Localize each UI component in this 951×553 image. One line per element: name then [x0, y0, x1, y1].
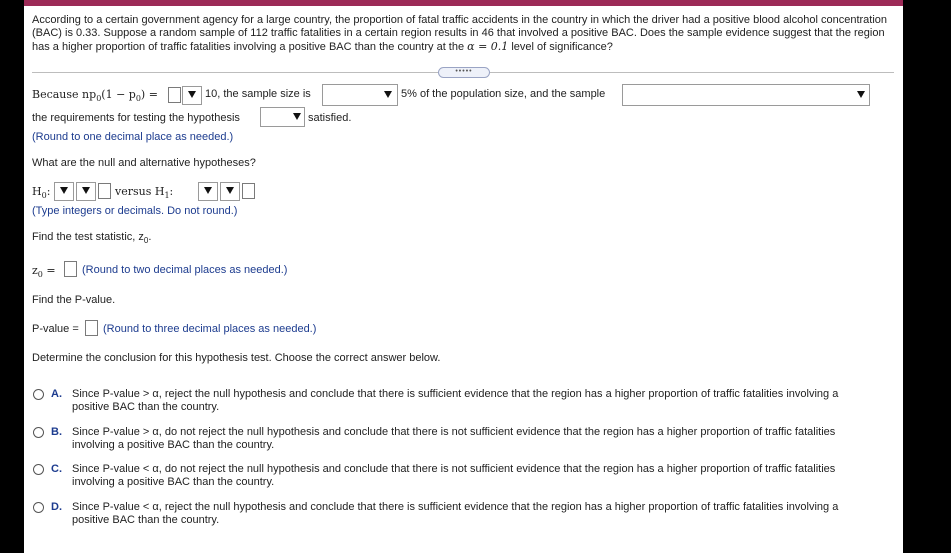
h0-label: $H_0$:: [32, 185, 51, 201]
hypotheses-hint: (Type integers or decimals. Do not round.): [32, 205, 238, 217]
option-text: Since P-value > α, reject the null hypothesis and conclude that there is sufficient evidence that the region has a higher proportion of traffic fatalities involving a positive BAC than the country.: [72, 388, 839, 413]
chevron-down-icon: [293, 113, 301, 120]
satisfied-text: satisfied.: [308, 112, 352, 124]
top-accent-bar: [24, 0, 903, 6]
h1-label: versus $H_1$:: [115, 185, 174, 201]
requirements-line-2: the requirements for testing the hypothesis: [32, 112, 240, 124]
sample-size-select[interactable]: [322, 84, 398, 106]
radio-option-a[interactable]: [33, 389, 44, 400]
radio-option-b[interactable]: [33, 427, 44, 438]
option-text: Since P-value > α, do not reject the null hypothesis and conclude that there is not sufficient evidence that the region has a higher proportion of traffic fatalities involving a positive BAC than the country.: [72, 426, 836, 451]
np-value-input[interactable]: [168, 87, 181, 103]
h1-operator-select[interactable]: [220, 182, 240, 201]
requirements-hint: (Round to one decimal place as needed.): [32, 131, 234, 143]
option-letter: A.: [51, 388, 62, 400]
pvalue-hint: (Round to three decimal places as needed.): [103, 323, 317, 335]
pvalue-label: P-value =: [32, 323, 79, 335]
chevron-down-icon: [188, 91, 196, 98]
h1-parameter-select[interactable]: [198, 182, 218, 201]
h1-value-input[interactable]: [242, 183, 255, 199]
option-letter: D.: [51, 501, 62, 513]
option-text: Since P-value < α, reject the null hypothesis and conclude that there is sufficient evidence that the region has a higher proportion of traffic fatalities involving a positive BAC than the country.: [72, 501, 839, 526]
chevron-down-icon: [60, 187, 68, 194]
option-letter: B.: [51, 426, 62, 438]
z0-hint: (Round to two decimal places as needed.): [82, 264, 288, 276]
test-statistic-prompt: Find the test statistic, $z_0$.: [32, 231, 152, 246]
question-panel: [24, 0, 903, 553]
z0-label: $z_0$ =: [32, 264, 56, 280]
option-text: Since P-value < α, do not reject the null hypothesis and conclude that there is not sufficient evidence that the region has a higher proportion of traffic fatalities involving a positive BAC than the country.: [72, 463, 836, 488]
chevron-down-icon: [226, 187, 234, 194]
pvalue-prompt: Find the P-value.: [32, 294, 116, 306]
z0-input[interactable]: [64, 261, 77, 277]
expand-button[interactable]: •••••: [438, 67, 490, 78]
chevron-down-icon: [204, 187, 212, 194]
hypotheses-prompt: What are the null and alternative hypotheses?: [32, 157, 256, 169]
chevron-down-icon: [82, 187, 90, 194]
chevron-down-icon: [857, 91, 865, 98]
chevron-down-icon: [384, 91, 392, 98]
radio-option-c[interactable]: [33, 464, 44, 475]
h0-operator-select[interactable]: [76, 182, 96, 201]
alpha-expression: α = 0.1: [467, 40, 509, 53]
ten-text: 10, the sample size is: [205, 88, 311, 100]
requirements-met-select[interactable]: [260, 107, 305, 127]
radio-option-d[interactable]: [33, 502, 44, 513]
question-body: According to a certain government agency for a large country, the proportion of fatal traffic accidents in the country in which the driver had a positive blood alcohol concentration (BAC) is 0.33. Suppose a random sample of 112 traffic fatalities in a certain region results in 46 that involved a positive BAC. Does the sample evidence suggest that the region has a higher proportion of traffic fatalities involving a positive BAC than the country at the: [32, 14, 888, 53]
requirements-line-1: Because $np_0(1 - p_0)$ =: [32, 88, 158, 104]
comparison-select[interactable]: [182, 86, 202, 105]
h0-value-input[interactable]: [98, 183, 111, 199]
option-letter: C.: [51, 463, 62, 475]
h0-parameter-select[interactable]: [54, 182, 74, 201]
np0-label: Because np: [32, 88, 97, 101]
sample-select[interactable]: [622, 84, 870, 106]
percent-text: 5% of the population size, and the sample: [401, 88, 606, 100]
question-tail: level of significance?: [508, 41, 613, 53]
pvalue-input[interactable]: [85, 320, 98, 336]
conclusion-prompt: Determine the conclusion for this hypothesis test. Choose the correct answer below.: [32, 352, 441, 364]
question-text: [32, 14, 894, 54]
